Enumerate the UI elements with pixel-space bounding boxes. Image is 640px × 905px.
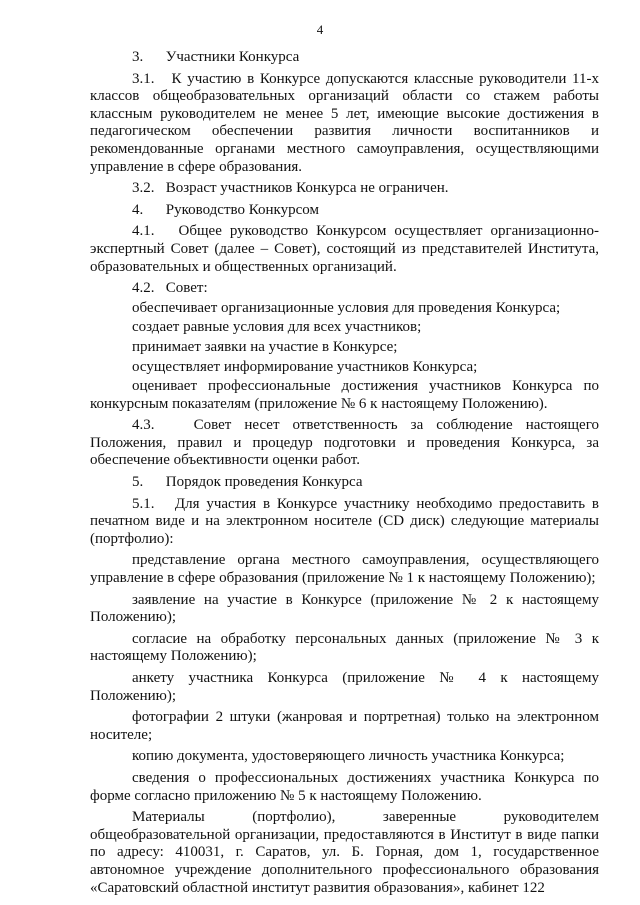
section-heading-3: 3. Участники Конкурса — [132, 49, 300, 65]
paragraph-5-1: 5.1. Для участия в Конкурсе участнику необходимо предоставить в печатном виде и на электронном носителе (CD диск) следующие материалы (портфолио): — [90, 495, 599, 547]
list-item: обеспечивает организационные условия для проведения Конкурса; — [132, 299, 561, 316]
paragraph-4-3: 4.3. Совет несет ответственность за соблюдение настоящего Положения, правил и процедур подготовки и проведения Конкурса, за обеспечение объективности оценки работ. — [90, 417, 599, 469]
list-item: представление органа местного самоуправления, осуществляющего управление в сфере образования (приложение № 1 к настоящему Положению); — [90, 552, 599, 587]
paragraph-4-1: 4.1. Общее руководство Конкурсом осуществляет организационно-экспертный Совет (далее – Совет), состоящий из представителей Института, образовательных и общественных организаций. — [90, 223, 599, 275]
list-item: осуществляет информирование участников Конкурса; — [132, 358, 478, 375]
list-item: копию документа, удостоверяющего личность участника Конкурса; — [132, 748, 565, 765]
paragraph-4-2: 4.2. Совет: — [132, 280, 208, 297]
list-item: оценивает профессиональные достижения участников Конкурса по конкурсным показателям (приложение № 6 к настоящему Положению). — [90, 378, 599, 412]
paragraph-3-2: 3.2. Возраст участников Конкурса не ограничен. — [132, 180, 449, 197]
list-item: согласие на обработку персональных данных (приложение № 3 к настоящему Положению); — [90, 630, 599, 665]
section-heading-4: 4. Руководство Конкурсом — [132, 201, 319, 218]
list-item: создает равные условия для всех участников; — [132, 319, 422, 336]
document-body — [90, 49, 599, 901]
paragraph-3-1: 3.1. К участию в Конкурсе допускаются классные руководители 11-х классов общеобразовательных организаций области со стажем работы классным руководителем не менее 5 лет, имеющие высокие достижения в педагогическом обеспечении развития личности воспитанников и рекомендованные органами местного самоуправления, осуществляющими управление в сфере образования. — [90, 70, 599, 175]
list-item: сведения о профессиональных достижениях участника Конкурса по форме согласно приложению № 5 к настоящему Положению. — [90, 769, 599, 804]
list-item: заявление на участие в Конкурсе (приложение № 2 к настоящему Положению); — [90, 591, 599, 626]
list-item: фотографии 2 штуки (жанровая и портретная) только на электронном носителе; — [90, 709, 599, 743]
page-number: 4 — [316, 22, 324, 37]
paragraph-materials: Материалы (портфолио), заверенные руководителем общеобразовательной организации, предоставляются в Институт в виде папки по адресу: 410031, г. Саратов, ул. Б. Горная, дом 1, государственное автономное учреждение дополнительного профессионального образования «Саратовский областной институт развития образования», кабинет 122 — [90, 809, 599, 896]
list-item: анкету участника Конкурса (приложение № 4 к настоящему Положению); — [90, 670, 599, 704]
section-heading-5: 5. Порядок проведения Конкурса — [132, 474, 363, 491]
list-item: принимает заявки на участие в Конкурсе; — [132, 338, 398, 355]
